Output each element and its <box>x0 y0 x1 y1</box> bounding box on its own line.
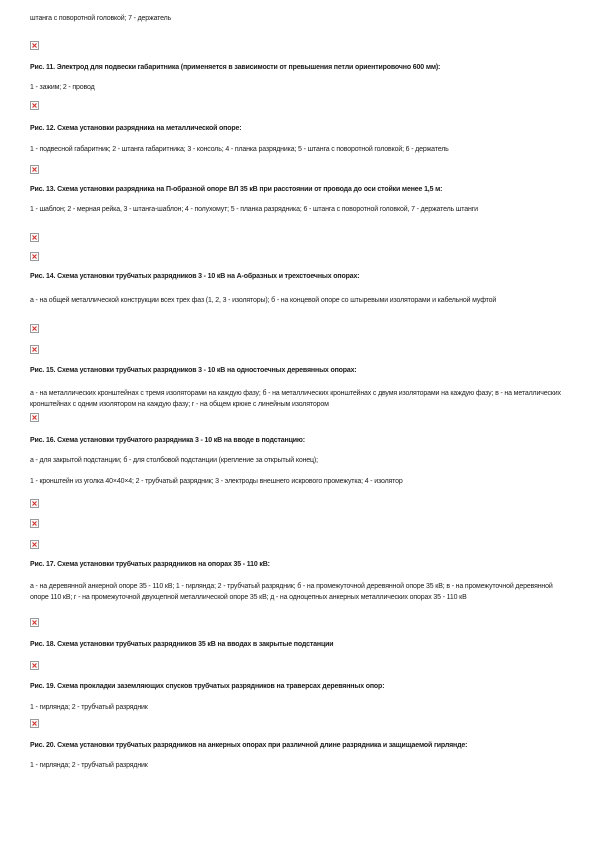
broken-image-icon <box>30 499 39 508</box>
broken-image-icon <box>30 618 39 627</box>
figure-legend: 1 - гирлянда; 2 - трубчатый разрядник <box>30 704 148 711</box>
figure-legend: 1 - шаблон; 2 - мерная рейка, 3 - штанга-шаблон; 4 - полухомут; 5 - планка разрядника; 6 - штанга с поворотной головкой, 7 - держатель штанги <box>30 206 478 213</box>
figure-caption: Рис. 20. Схема установки трубчатых разрядников на анкерных опорах при различной длине разрядника и защищаемой гирлянде: <box>30 742 468 749</box>
broken-image-icon <box>30 661 39 670</box>
figure-legend: штанга с поворотной головкой; 7 - держатель <box>30 15 172 22</box>
figure-legend: 1 - кронштейн из уголка 40×40×4; 2 - трубчатый разрядник; 3 - электроды внешнего искрового промежутка; 4 - изолятор <box>30 478 403 485</box>
figure-legend: а - для закрытой подстанции; б - для столбовой подстанции (крепление за открытый конец); <box>30 457 318 464</box>
broken-image-icon <box>30 519 39 528</box>
figure-legend: а - на общей металлической конструкции всех трех фаз (1, 2, 3 - изоляторы); б - на концевой опоре со штыревыми изоляторами и кабельной муфтой <box>30 297 497 304</box>
broken-image-icon <box>30 101 39 110</box>
figure-caption: Рис. 11. Электрод для подвески габаритника (применяется в зависимости от превышения петли ориентировочно 600 мм): <box>30 64 441 71</box>
broken-image-icon <box>30 41 39 50</box>
broken-image-icon <box>30 252 39 261</box>
figure-legend: 1 - зажим; 2 - провод <box>30 84 95 91</box>
figure-legend: а - на металлических кронштейнах с тремя изоляторами на каждую фазу; б - на металлических кронштейнах с двумя изоляторами на каждую фазу; в - на металлических кронштейнах с одним изолятором на каждую фазу; г - на общем крюке с линейным изолятором <box>30 390 561 408</box>
figure-caption: Рис. 18. Схема установки трубчатых разрядников 35 кВ на вводах в закрытые подстанции <box>30 641 334 648</box>
broken-image-icon <box>30 324 39 333</box>
figure-caption: Рис. 15. Схема установки трубчатых разрядников 3 - 10 кВ на одностоечных деревянных опорах: <box>30 367 357 374</box>
figure-caption: Рис. 13. Схема установки разрядника на П-образной опоре ВЛ 35 кВ при расстоянии от провода до оси стойки менее 1,5 м: <box>30 186 443 193</box>
figure-legend: а - на деревянной анкерной опоре 35 - 110 кВ; 1 - гирлянда; 2 - трубчатый разрядник; б - на промежуточной деревянной опоре 35 кВ; в - на промежуточной деревянной опоре 110 кВ; г - на промежуточной двухцепной металлической опоре 35 кВ; д - на одноцепных анкерных металлических опорах 35 - 110 кВ <box>30 583 553 601</box>
figure-legend: 1 - гирлянда; 2 - трубчатый разрядник <box>30 762 148 769</box>
figure-caption: Рис. 12. Схема установки разрядника на металлической опоре: <box>30 125 242 132</box>
figure-caption: Рис. 17. Схема установки трубчатых разрядников на опорах 35 - 110 кВ: <box>30 561 270 568</box>
broken-image-icon <box>30 233 39 242</box>
figure-caption: Рис. 14. Схема установки трубчатых разрядников 3 - 10 кВ на А-образных и трехстоечных опорах: <box>30 273 360 280</box>
broken-image-icon <box>30 345 39 354</box>
broken-image-icon <box>30 540 39 549</box>
figure-legend: 1 - подвесной габаритник; 2 - штанга габаритника; 3 - консоль; 4 - планка разрядника; 5 - штанга с поворотной головкой; 6 - держатель <box>30 146 449 153</box>
broken-image-icon <box>30 413 39 422</box>
figure-caption: Рис. 16. Схема установки трубчатого разрядника 3 - 10 кВ на вводе в подстанцию: <box>30 437 305 444</box>
broken-image-icon <box>30 719 39 728</box>
figure-caption: Рис. 19. Схема прокладки заземляющих спусков трубчатых разрядников на траверсах деревянных опор: <box>30 683 385 690</box>
broken-image-icon <box>30 165 39 174</box>
